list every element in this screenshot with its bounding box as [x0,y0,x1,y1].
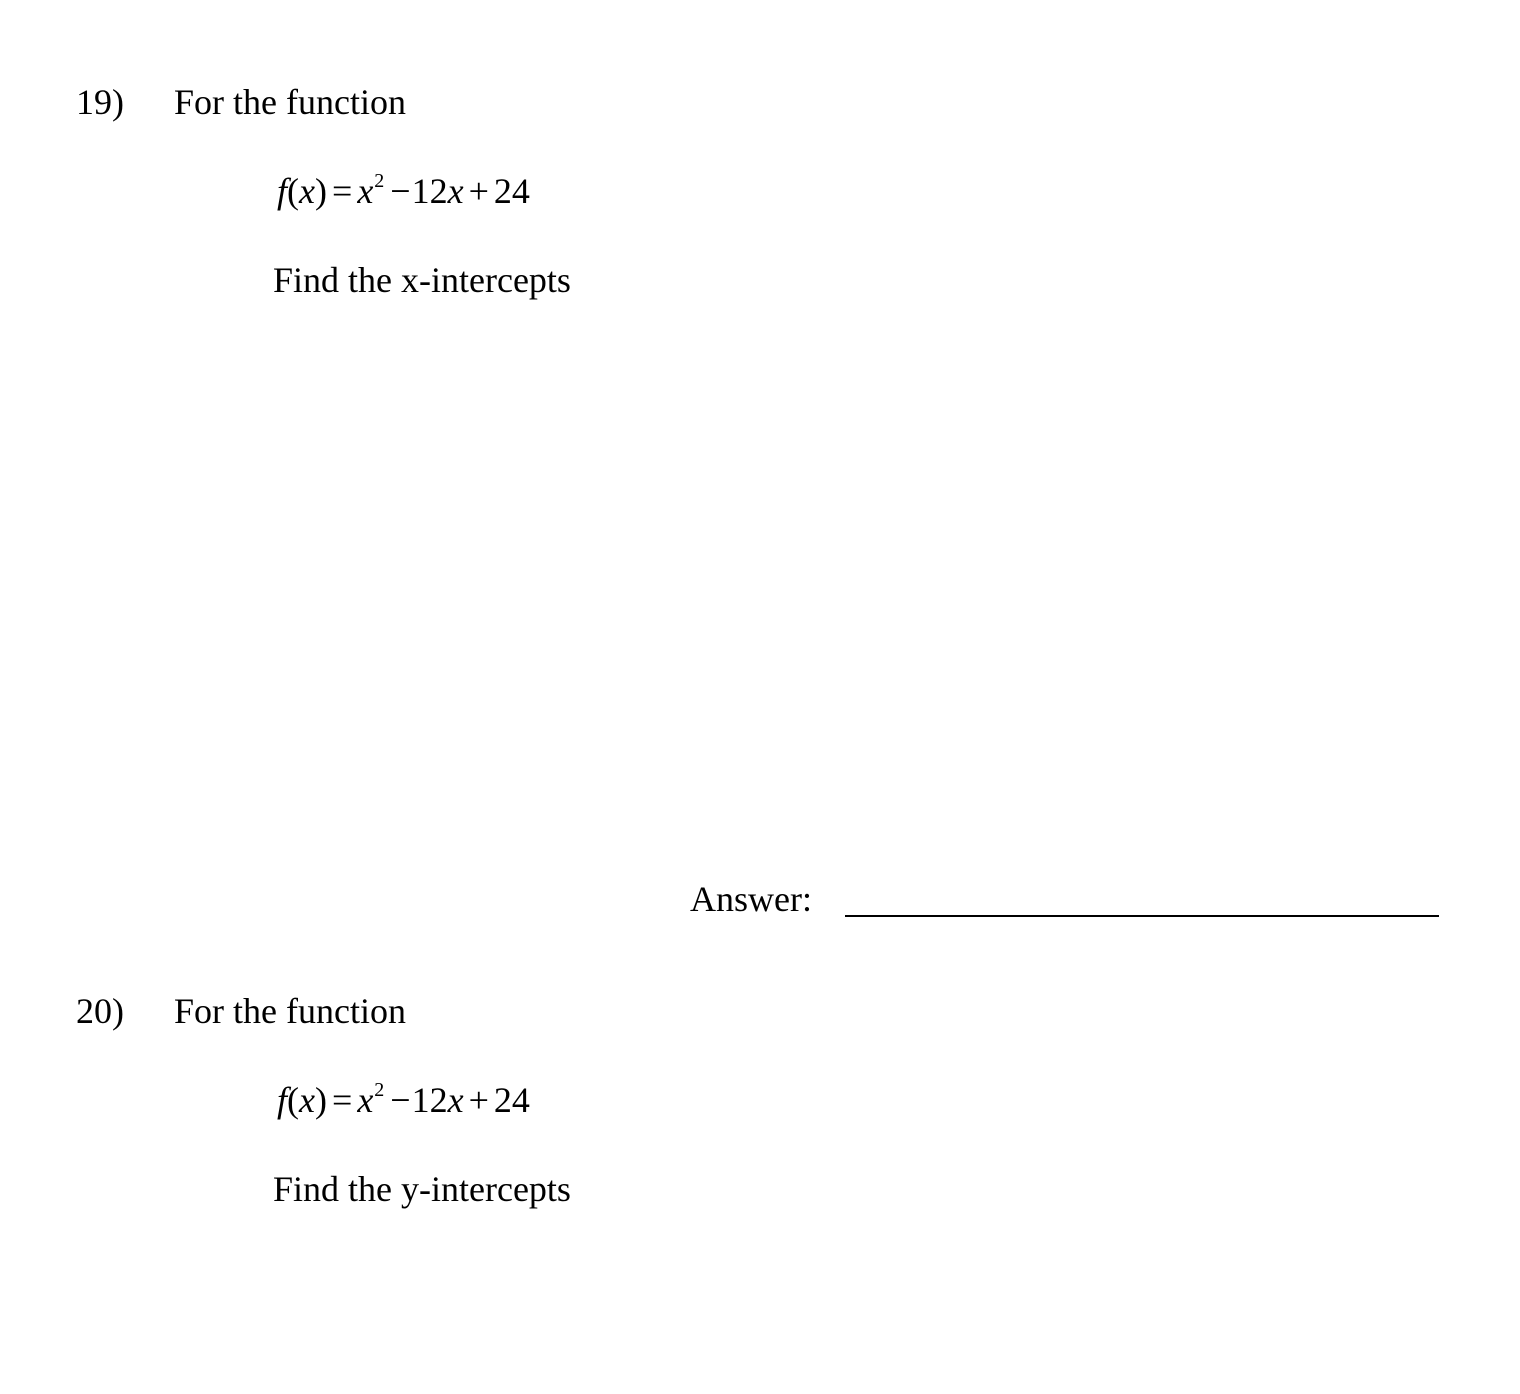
answer-line[interactable] [845,915,1439,917]
formula-term1-variable: x [357,1080,374,1120]
answer-label: Answer: [690,879,812,919]
formula-term1-variable: x [357,171,374,211]
formula-function-name: f [277,171,288,211]
formula-plus: + [468,171,489,211]
question-20-prompt: For the function [174,991,406,1031]
formula-exponent: 2 [374,1079,385,1101]
formula-argument: x [299,1080,315,1120]
question-19-prompt: For the function [174,82,406,122]
formula-minus: − [390,1080,411,1120]
question-20-task: Find the y-intercepts [273,1169,571,1209]
formula-term2-variable: x [447,171,464,211]
formula-coefficient: 12 [411,171,448,211]
formula-minus: − [390,171,411,211]
question-20-number: 20) [76,991,124,1031]
formula-equals: = [332,171,353,211]
question-19-formula [277,170,530,211]
question-19-task: Find the x-intercepts [273,260,571,300]
formula-close-paren: ) [315,1080,327,1120]
formula-term2-variable: x [447,1080,464,1120]
formula-function-name: f [277,1080,288,1120]
formula-open-paren: ( [287,171,300,211]
formula-open-paren: ( [287,1080,300,1120]
formula-plus: + [468,1080,489,1120]
formula-close-paren: ) [315,171,327,211]
formula-constant: 24 [493,1080,530,1120]
formula-coefficient: 12 [411,1080,448,1120]
formula-constant: 24 [493,171,530,211]
question-20-formula [277,1079,530,1120]
question-19-number: 19) [76,82,124,122]
formula-argument: x [299,171,315,211]
formula-equals: = [332,1080,353,1120]
formula-exponent: 2 [374,170,385,192]
